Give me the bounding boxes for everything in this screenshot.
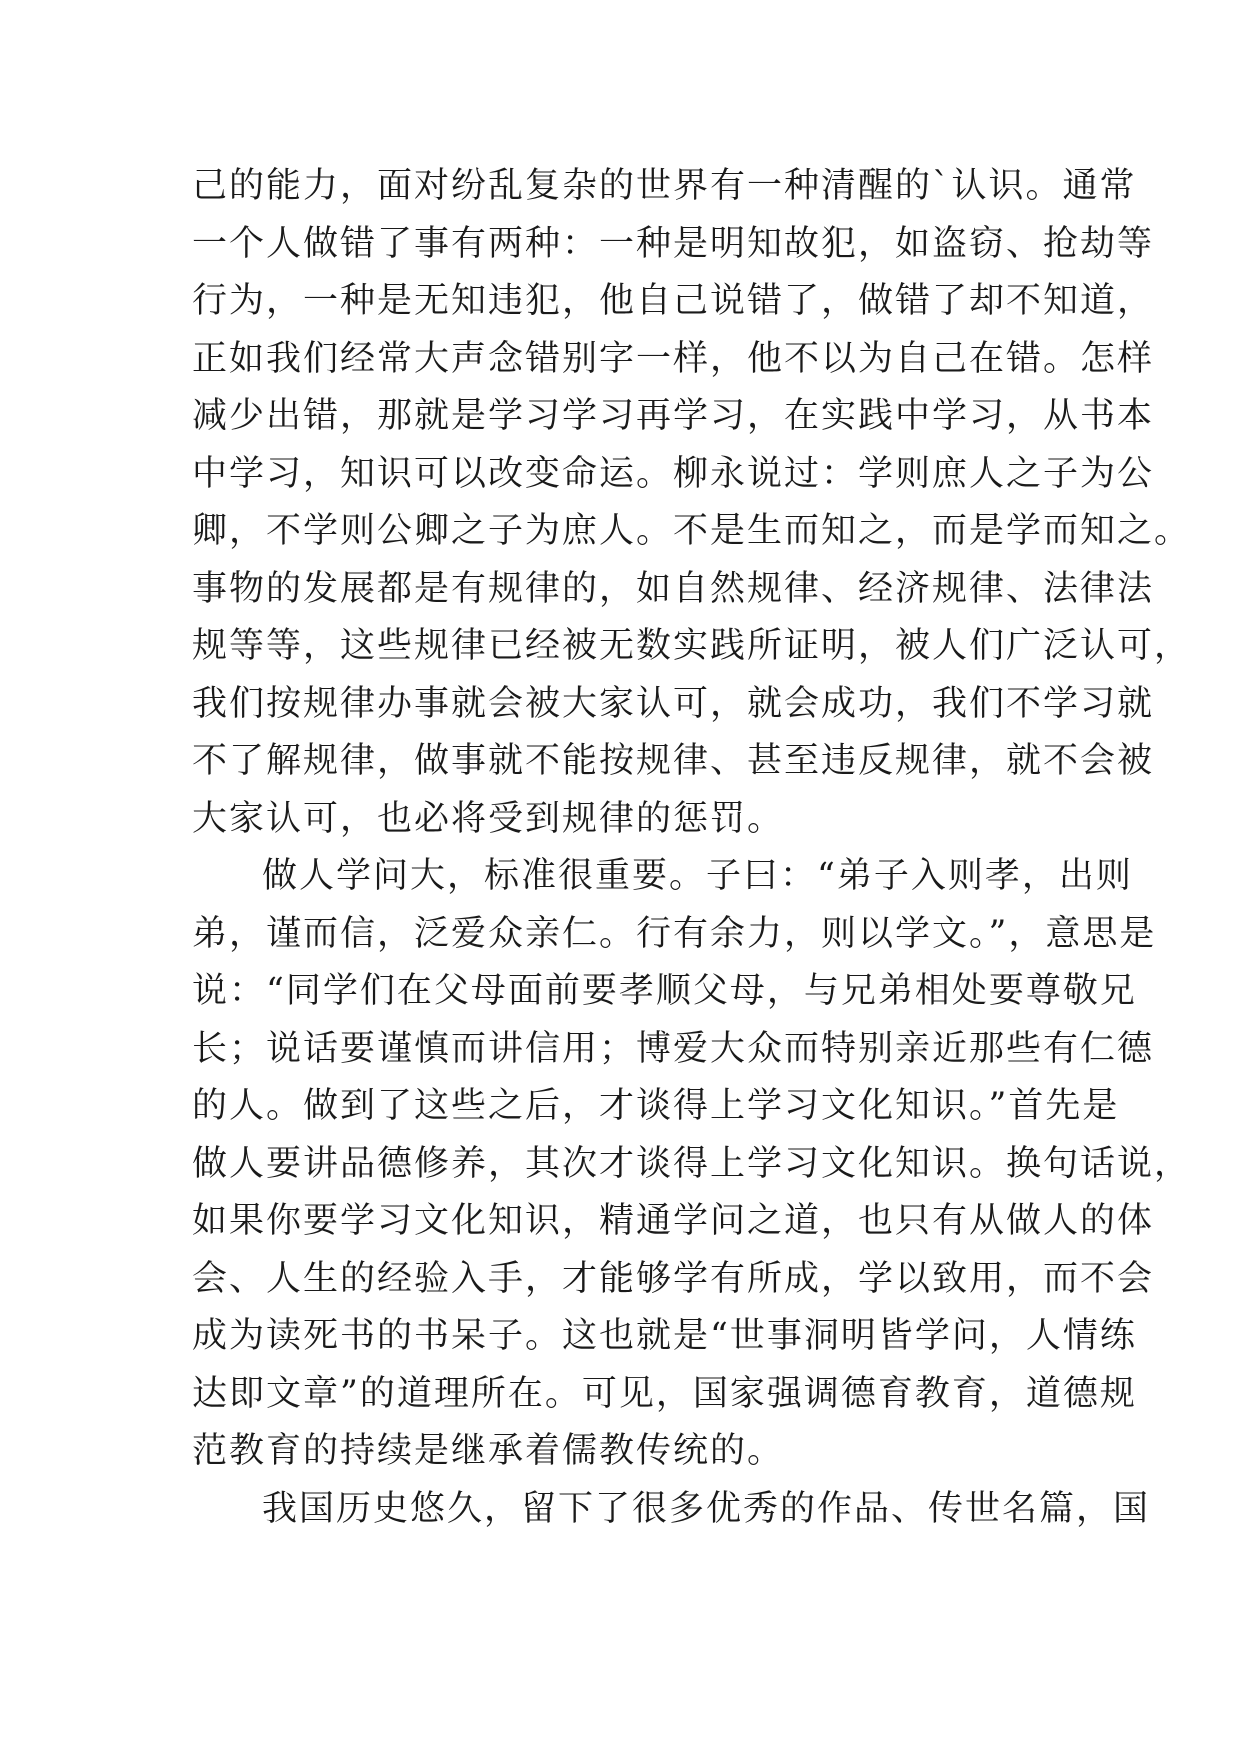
text-line: 大家认可，也必将受到规律的惩罚。	[192, 798, 785, 839]
text-line: 弟，谨而信，泛爱众亲仁。行有余力，则以学文。”，意思是	[192, 913, 1157, 954]
text-line: 减少出错，那就是学习学习再学习，在实践中学习，从书本	[192, 396, 1155, 436]
text-line: 己的能力，面对纷乱复杂的世界有一种清醒的`认识。通常	[192, 166, 1137, 206]
text-line: 规等等，这些规律已经被无数实践所证明，被人们广泛认可，	[192, 626, 1192, 666]
text-line: 我国历史悠久，留下了很多优秀的作品、传世名篇，国	[262, 1488, 1151, 1529]
text-line: 说：“同学们在父母面前要孝顺父母，与兄弟相处要尊敬兄	[192, 971, 1137, 1011]
paragraph-2	[192, 848, 1192, 1481]
text-line: 的人。做到了这些之后，才谈得上学习文化知识。”首先是	[192, 1086, 1120, 1126]
text-line: 行为，一种是无知违犯，他自己说错了，做错了却不知道，	[192, 281, 1155, 321]
text-line: 范教育的持续是继承着儒教传统的。	[192, 1431, 785, 1471]
text-line: 正如我们经常大声念错别字一样，他不以为自己在错。怎样	[192, 338, 1155, 379]
paragraph-3	[192, 1481, 1151, 1539]
text-line: 事物的发展都是有规律的，如自然规律、经济规律、法律法	[192, 568, 1155, 609]
text-line: 一个人做错了事有两种：一种是明知故犯，如盗窃、抢劫等	[192, 223, 1155, 264]
text-line: 成为读死书的书呆子。这也就是“世事洞明皆学问，人情练	[192, 1316, 1137, 1356]
text-line: 不了解规律，做事就不能按规律、甚至违反规律，就不会被	[192, 741, 1155, 781]
text-line: 长；说话要谨慎而讲信用；博爱大众而特别亲近那些有仁德	[192, 1028, 1155, 1069]
text-line: 我们按规律办事就会被大家认可，就会成功，我们不学习就	[192, 683, 1155, 724]
paragraph-1	[192, 158, 1192, 848]
text-line: 达即文章”的道理所在。可见，国家强调德育教育，道德规	[192, 1373, 1137, 1414]
text-line: 卿，不学则公卿之子为庶人。不是生而知之，而是学而知之。	[192, 511, 1192, 551]
text-line: 做人学问大，标准很重要。子曰：“弟子入则孝，出则	[262, 856, 1133, 896]
text-line: 会、人生的经验入手，才能够学有所成，学以致用，而不会	[192, 1258, 1155, 1299]
text-line: 如果你要学习文化知识，精通学问之道，也只有从做人的体	[192, 1201, 1155, 1241]
text-line: 做人要讲品德修养，其次才谈得上学习文化知识。换句话说，	[192, 1143, 1192, 1184]
text-line: 中学习，知识可以改变命运。柳永说过：学则庶人之子为公	[192, 453, 1155, 494]
body-text	[192, 158, 1192, 1538]
